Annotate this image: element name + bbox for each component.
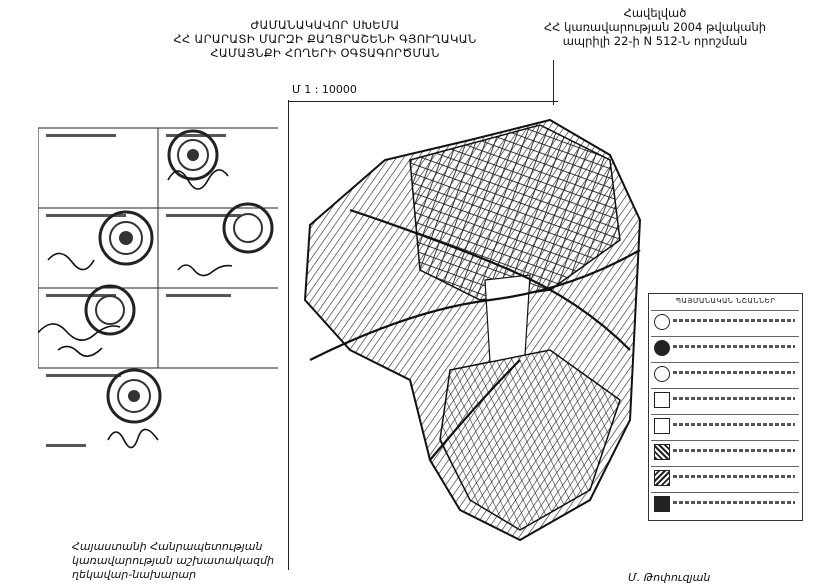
legend-symbol-icon xyxy=(654,366,670,382)
land-use-map xyxy=(290,100,650,560)
official-stamp-2 xyxy=(100,212,152,264)
title-line-3: ՀԱՄԱՅՆՔԻ ՀՈՂԵՐԻ ՕԳՏԱԳՈՐԾՄԱՆ xyxy=(210,46,440,60)
legend-text xyxy=(673,319,795,322)
legend-text xyxy=(673,423,795,426)
legend-row xyxy=(651,388,799,411)
legend-symbol-icon xyxy=(654,496,670,512)
approval-reference xyxy=(520,6,790,48)
footer-line-3: ղեկավար-նախարար xyxy=(72,568,197,581)
legend-text xyxy=(673,475,795,478)
title-line-1: ԺԱՄԱՆԱԿԱՎՈՐ ՍԽԵՄԱ xyxy=(250,18,400,32)
title-line-2: ՀՀ ԱՐԱՐԱՏԻ ՄԱՐԶԻ ՔԱՂՑՐԱՇԵՆԻ ԳՅՈՒՂԱԿԱՆ xyxy=(173,32,477,46)
legend-symbol-icon xyxy=(654,392,670,408)
legend-row xyxy=(651,414,799,437)
official-stamp-5 xyxy=(108,370,160,422)
footer-signatory-name: Մ. Թոփուզյան xyxy=(628,571,711,584)
legend-row xyxy=(651,492,799,515)
legend-text xyxy=(673,501,795,504)
official-stamp-3 xyxy=(224,204,272,252)
legend-text xyxy=(673,397,795,400)
frame-tick-top xyxy=(553,60,554,105)
map-title xyxy=(170,18,480,60)
legend-text xyxy=(673,449,795,452)
map-scale: Մ 1 : 10000 xyxy=(292,83,357,96)
legend-row xyxy=(651,310,799,333)
legend-row xyxy=(651,440,799,463)
footer-line-2: կառավարության աշխատակազմի xyxy=(72,554,275,567)
map-legend xyxy=(648,293,803,521)
approvals-panel xyxy=(38,110,288,470)
footer-line-1: Հայաստանի Հանրապետության xyxy=(72,540,263,553)
legend-row xyxy=(651,466,799,489)
footer-signatory-title xyxy=(72,540,274,582)
legend-symbol-icon xyxy=(654,444,670,460)
approval-line-1: Հավելված xyxy=(623,6,687,20)
legend-row xyxy=(651,362,799,385)
approval-line-2: ՀՀ կառավարության 2004 թվականի xyxy=(543,20,767,34)
legend-title: ՊԱՅՄԱՆԱԿԱՆ ՆՇԱՆՆԵՐ xyxy=(675,297,776,305)
open-field xyxy=(485,275,530,362)
approval-line-3: ապրիլի 22-ի N 512-Ն որոշման xyxy=(562,34,748,48)
legend-text xyxy=(673,345,795,348)
legend-symbol-icon xyxy=(654,470,670,486)
legend-row xyxy=(651,336,799,359)
legend-text xyxy=(673,371,795,374)
legend-symbol-icon xyxy=(654,340,670,356)
frame-divider-left xyxy=(288,100,289,570)
legend-symbol-icon xyxy=(654,418,670,434)
legend-symbol-icon xyxy=(654,314,670,330)
